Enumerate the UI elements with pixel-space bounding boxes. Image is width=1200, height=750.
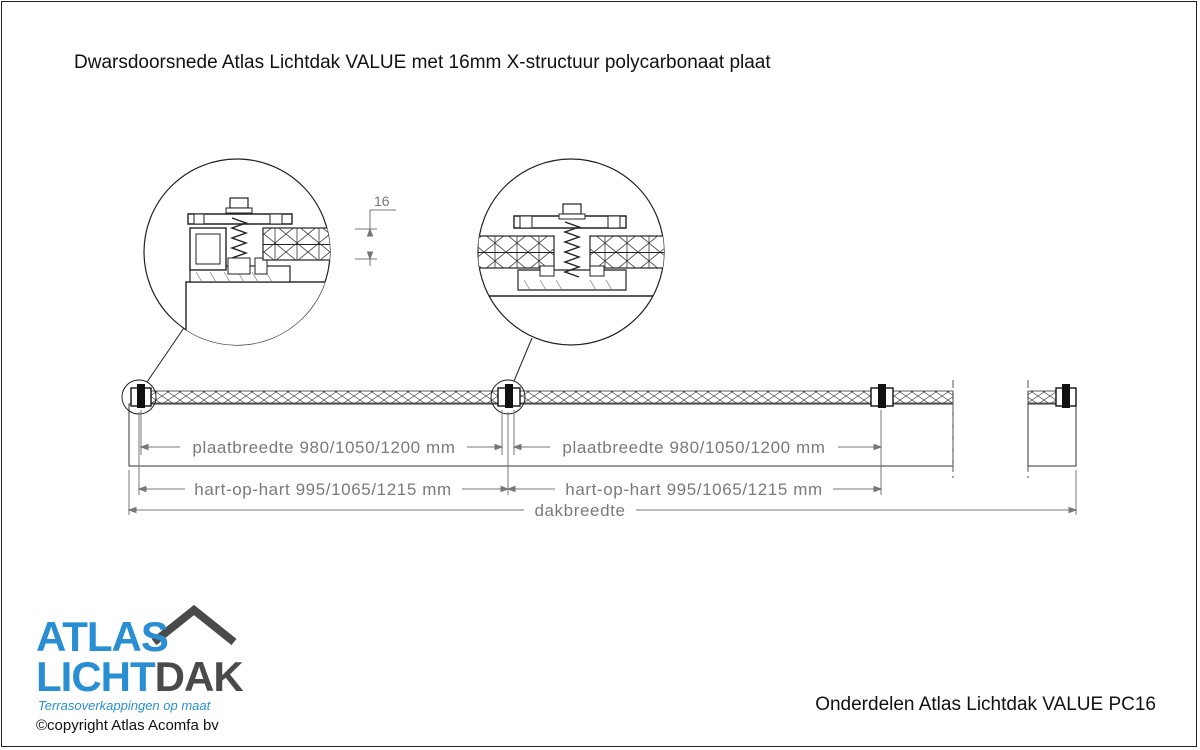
logo-licht-part: LICHT (36, 653, 155, 700)
dimension-lines (129, 410, 1076, 515)
logo-dak-part: DAK (154, 653, 243, 700)
profile-left (131, 384, 151, 408)
logo-tagline: Terrasoverkappingen op maat (38, 698, 211, 713)
center-distance-label-1: hart-op-hart 995/1065/1215 mm (194, 480, 452, 499)
profile-right (871, 384, 893, 408)
profile-end (1056, 384, 1076, 408)
detail-right (478, 159, 666, 345)
copyright-text: ©copyright Atlas Acomfa bv (36, 717, 219, 734)
footer-title: Onderdelen Atlas Lichtdak VALUE PC16 (815, 694, 1156, 715)
logo-atlas-text: ATLAS (36, 613, 168, 660)
thickness-dimension (355, 210, 396, 266)
profile-mid (498, 384, 520, 408)
thickness-label: 16 (374, 193, 390, 209)
plate-width-label-2: plaatbreedte 980/1050/1200 mm (562, 438, 826, 457)
roof-width-label: dakbreedte (534, 501, 626, 520)
detail-left (144, 159, 353, 352)
center-distance-label-2: hart-op-hart 995/1065/1215 mm (565, 480, 823, 499)
plate-width-label-1: plaatbreedte 980/1050/1200 mm (192, 438, 456, 457)
logo-lichtdak-text (36, 653, 243, 700)
drawing-title: Dwarsdoorsnede Atlas Lichtdak VALUE met 16mm X-structuur polycarbonaat plaat (74, 52, 771, 73)
